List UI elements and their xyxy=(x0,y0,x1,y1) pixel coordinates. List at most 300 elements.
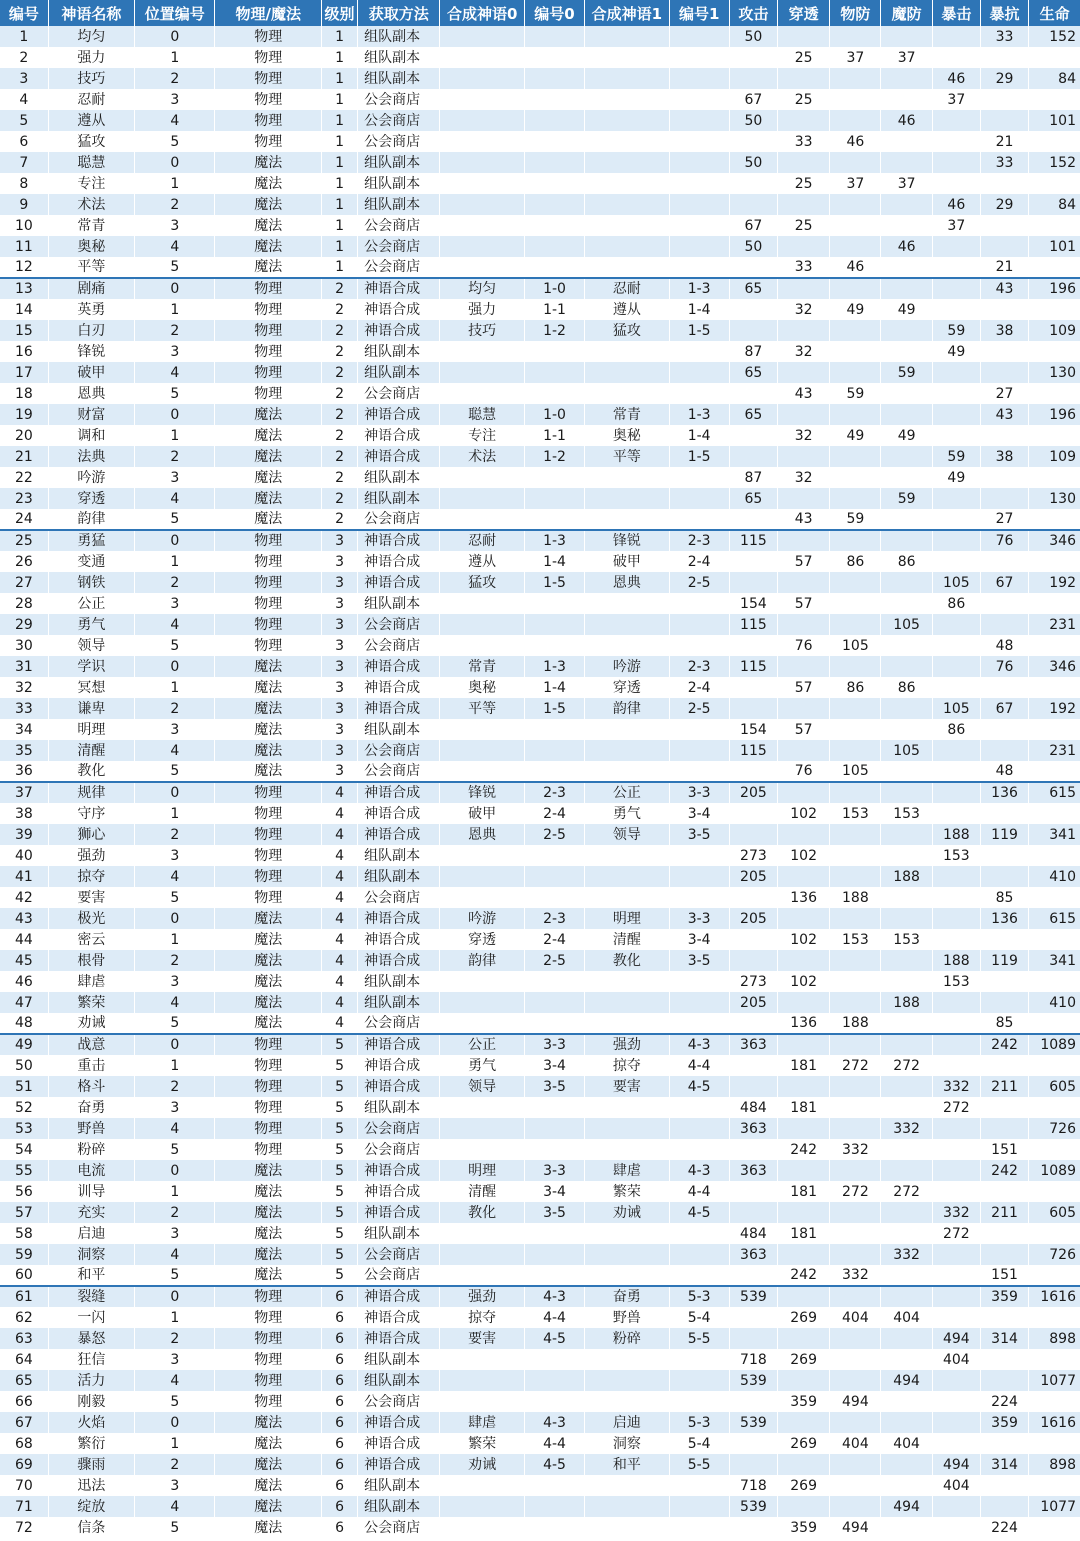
cell-hp xyxy=(1029,1433,1080,1454)
cell-code1 xyxy=(669,1496,729,1517)
cell-magic-def xyxy=(881,1202,932,1223)
cell-hp xyxy=(1029,719,1080,740)
cell-level: 1 xyxy=(321,110,357,131)
cell-penetration xyxy=(778,656,830,677)
cell-crit: 404 xyxy=(932,1475,980,1496)
cell-level: 2 xyxy=(321,278,357,299)
cell-component0: 锋锐 xyxy=(440,782,524,803)
cell-phys-def xyxy=(830,593,881,614)
cell-code1: 1-3 xyxy=(669,404,729,425)
cell-type: 物理 xyxy=(215,887,321,908)
cell-component0 xyxy=(440,614,524,635)
cell-hp xyxy=(1029,1517,1080,1538)
cell-penetration xyxy=(778,698,830,719)
cell-code1 xyxy=(669,236,729,257)
cell-magic-def xyxy=(881,1097,932,1118)
cell-component0: 破甲 xyxy=(440,803,524,824)
cell-position: 3 xyxy=(135,341,215,362)
cell-attack xyxy=(729,68,777,89)
cell-crit: 153 xyxy=(932,845,980,866)
cell-name: 迅法 xyxy=(48,1475,134,1496)
cell-position: 2 xyxy=(135,1202,215,1223)
cell-type: 魔法 xyxy=(215,1244,321,1265)
cell-name: 战意 xyxy=(48,1034,134,1055)
cell-component1: 启迪 xyxy=(585,1412,669,1433)
table-row xyxy=(0,278,1080,299)
cell-component1: 锋锐 xyxy=(585,530,669,551)
cell-id: 22 xyxy=(0,467,48,488)
cell-type: 魔法 xyxy=(215,1433,321,1454)
cell-id: 17 xyxy=(0,362,48,383)
cell-attack xyxy=(729,887,777,908)
table-row xyxy=(0,1328,1080,1349)
cell-crit xyxy=(932,47,980,68)
cell-hp xyxy=(1029,131,1080,152)
cell-component1 xyxy=(585,509,669,530)
cell-phys-def xyxy=(830,488,881,509)
cell-id: 9 xyxy=(0,194,48,215)
cell-id: 49 xyxy=(0,1034,48,1055)
cell-code1 xyxy=(669,1517,729,1538)
cell-code1 xyxy=(669,719,729,740)
cell-name: 野兽 xyxy=(48,1118,134,1139)
cell-phys-def xyxy=(830,908,881,929)
table-row xyxy=(0,530,1080,551)
cell-component0 xyxy=(440,152,524,173)
cell-hp: 1616 xyxy=(1029,1412,1080,1433)
cell-id: 24 xyxy=(0,509,48,530)
cell-penetration xyxy=(778,1202,830,1223)
cell-source: 神语合成 xyxy=(358,1160,440,1181)
cell-component1 xyxy=(585,971,669,992)
cell-id: 11 xyxy=(0,236,48,257)
cell-type: 物理 xyxy=(215,110,321,131)
cell-magic-def: 59 xyxy=(881,362,932,383)
cell-magic-def xyxy=(881,761,932,782)
table-row xyxy=(0,1433,1080,1454)
cell-magic-def xyxy=(881,1265,932,1286)
cell-code1 xyxy=(669,761,729,782)
cell-component1 xyxy=(585,467,669,488)
cell-component1: 明理 xyxy=(585,908,669,929)
cell-magic-def xyxy=(881,404,932,425)
cell-code1: 4-4 xyxy=(669,1055,729,1076)
cell-magic-def xyxy=(881,89,932,110)
cell-source: 公会商店 xyxy=(358,509,440,530)
cell-source: 公会商店 xyxy=(358,635,440,656)
cell-hp: 341 xyxy=(1029,824,1080,845)
cell-penetration xyxy=(778,404,830,425)
table-row xyxy=(0,215,1080,236)
cell-type: 魔法 xyxy=(215,908,321,929)
cell-type: 物理 xyxy=(215,551,321,572)
cell-phys-def: 332 xyxy=(830,1139,881,1160)
cell-source: 组队副本 xyxy=(358,341,440,362)
cell-crit-resist: 136 xyxy=(980,908,1028,929)
cell-id: 28 xyxy=(0,593,48,614)
cell-phys-def xyxy=(830,782,881,803)
cell-code0 xyxy=(524,1223,584,1244)
cell-crit: 37 xyxy=(932,215,980,236)
cell-component1 xyxy=(585,845,669,866)
cell-position: 5 xyxy=(135,1139,215,1160)
cell-level: 5 xyxy=(321,1181,357,1202)
cell-level: 3 xyxy=(321,740,357,761)
cell-name: 骤雨 xyxy=(48,1454,134,1475)
cell-component1 xyxy=(585,131,669,152)
cell-component0: 强力 xyxy=(440,299,524,320)
cell-penetration: 76 xyxy=(778,635,830,656)
cell-type: 魔法 xyxy=(215,698,321,719)
cell-code1: 1-3 xyxy=(669,278,729,299)
cell-name: 学识 xyxy=(48,656,134,677)
cell-phys-def: 153 xyxy=(830,803,881,824)
cell-attack xyxy=(729,425,777,446)
cell-code1 xyxy=(669,887,729,908)
cell-component0 xyxy=(440,257,524,278)
cell-crit-resist: 359 xyxy=(980,1412,1028,1433)
cell-code0 xyxy=(524,971,584,992)
cell-crit-resist xyxy=(980,677,1028,698)
cell-component1: 领导 xyxy=(585,824,669,845)
cell-component0 xyxy=(440,593,524,614)
cell-name: 训导 xyxy=(48,1181,134,1202)
cell-position: 4 xyxy=(135,488,215,509)
cell-source: 组队副本 xyxy=(358,719,440,740)
cell-name: 要害 xyxy=(48,887,134,908)
cell-attack xyxy=(729,824,777,845)
cell-attack: 273 xyxy=(729,845,777,866)
cell-attack: 484 xyxy=(729,1097,777,1118)
cell-component0: 奥秘 xyxy=(440,677,524,698)
cell-source: 神语合成 xyxy=(358,1328,440,1349)
cell-position: 4 xyxy=(135,866,215,887)
cell-level: 4 xyxy=(321,950,357,971)
cell-position: 5 xyxy=(135,1265,215,1286)
cell-name: 裂缝 xyxy=(48,1286,134,1307)
cell-component1: 要害 xyxy=(585,1076,669,1097)
cell-code1 xyxy=(669,593,729,614)
cell-crit xyxy=(932,110,980,131)
cell-position: 2 xyxy=(135,320,215,341)
cell-id: 52 xyxy=(0,1097,48,1118)
cell-name: 韵律 xyxy=(48,509,134,530)
cell-attack: 65 xyxy=(729,362,777,383)
cell-crit-resist: 29 xyxy=(980,194,1028,215)
cell-crit-resist: 151 xyxy=(980,1139,1028,1160)
cell-magic-def xyxy=(881,845,932,866)
cell-type: 魔法 xyxy=(215,992,321,1013)
cell-position: 2 xyxy=(135,194,215,215)
cell-magic-def xyxy=(881,1391,932,1412)
cell-crit-resist xyxy=(980,1307,1028,1328)
cell-crit: 332 xyxy=(932,1202,980,1223)
table-row xyxy=(0,1139,1080,1160)
cell-hp xyxy=(1029,1013,1080,1034)
cell-source: 组队副本 xyxy=(358,1097,440,1118)
cell-code1: 5-5 xyxy=(669,1328,729,1349)
cell-crit xyxy=(932,887,980,908)
cell-component1: 洞察 xyxy=(585,1433,669,1454)
cell-code1 xyxy=(669,1475,729,1496)
cell-penetration: 136 xyxy=(778,887,830,908)
header-row xyxy=(0,0,1080,26)
cell-name: 根骨 xyxy=(48,950,134,971)
cell-component0 xyxy=(440,887,524,908)
cell-crit xyxy=(932,782,980,803)
cell-hp: 192 xyxy=(1029,698,1080,719)
table-row xyxy=(0,1370,1080,1391)
table-row xyxy=(0,677,1080,698)
table-row xyxy=(0,1454,1080,1475)
cell-magic-def: 37 xyxy=(881,47,932,68)
cell-component0: 掠夺 xyxy=(440,1307,524,1328)
cell-crit-resist: 48 xyxy=(980,761,1028,782)
cell-component1: 劝诫 xyxy=(585,1202,669,1223)
cell-component0 xyxy=(440,1349,524,1370)
table-row xyxy=(0,1265,1080,1286)
cell-component0 xyxy=(440,383,524,404)
cell-code1: 5-4 xyxy=(669,1307,729,1328)
cell-hp: 192 xyxy=(1029,572,1080,593)
cell-id: 25 xyxy=(0,530,48,551)
cell-crit-resist: 21 xyxy=(980,257,1028,278)
cell-code1 xyxy=(669,194,729,215)
cell-attack xyxy=(729,320,777,341)
table-row xyxy=(0,572,1080,593)
cell-source: 神语合成 xyxy=(358,551,440,572)
cell-crit-resist: 43 xyxy=(980,278,1028,299)
cell-penetration: 242 xyxy=(778,1139,830,1160)
cell-crit xyxy=(932,1118,980,1139)
cell-component1: 常青 xyxy=(585,404,669,425)
cell-code0: 3-4 xyxy=(524,1181,584,1202)
cell-source: 公会商店 xyxy=(358,131,440,152)
cell-id: 15 xyxy=(0,320,48,341)
cell-source: 组队副本 xyxy=(358,173,440,194)
cell-name: 强力 xyxy=(48,47,134,68)
cell-type: 魔法 xyxy=(215,1475,321,1496)
cell-phys-def: 272 xyxy=(830,1055,881,1076)
cell-level: 5 xyxy=(321,1076,357,1097)
cell-level: 6 xyxy=(321,1370,357,1391)
cell-crit-resist xyxy=(980,425,1028,446)
cell-crit-resist xyxy=(980,488,1028,509)
cell-penetration: 57 xyxy=(778,719,830,740)
cell-position: 5 xyxy=(135,1517,215,1538)
cell-code1: 2-3 xyxy=(669,530,729,551)
cell-crit-resist: 211 xyxy=(980,1202,1028,1223)
table-row xyxy=(0,1202,1080,1223)
cell-code0: 4-4 xyxy=(524,1307,584,1328)
cell-code0: 2-3 xyxy=(524,782,584,803)
cell-component1 xyxy=(585,110,669,131)
cell-position: 2 xyxy=(135,950,215,971)
cell-code0 xyxy=(524,194,584,215)
table-row xyxy=(0,1118,1080,1139)
cell-phys-def xyxy=(830,614,881,635)
cell-phys-def xyxy=(830,1034,881,1055)
cell-name: 火焰 xyxy=(48,1412,134,1433)
cell-source: 神语合成 xyxy=(358,425,440,446)
cell-hp xyxy=(1029,845,1080,866)
cell-penetration: 32 xyxy=(778,467,830,488)
cell-code1 xyxy=(669,992,729,1013)
table-row xyxy=(0,1160,1080,1181)
cell-position: 1 xyxy=(135,47,215,68)
cell-hp xyxy=(1029,887,1080,908)
cell-attack xyxy=(729,1328,777,1349)
cell-attack: 205 xyxy=(729,866,777,887)
cell-type: 物理 xyxy=(215,320,321,341)
cell-crit-resist xyxy=(980,740,1028,761)
cell-phys-def: 332 xyxy=(830,1265,881,1286)
cell-crit: 494 xyxy=(932,1328,980,1349)
cell-source: 神语合成 xyxy=(358,1307,440,1328)
cell-code0: 3-4 xyxy=(524,1055,584,1076)
cell-component1 xyxy=(585,236,669,257)
cell-phys-def: 188 xyxy=(830,887,881,908)
cell-crit xyxy=(932,383,980,404)
cell-level: 5 xyxy=(321,1118,357,1139)
cell-phys-def xyxy=(830,404,881,425)
cell-name: 清醒 xyxy=(48,740,134,761)
cell-type: 物理 xyxy=(215,89,321,110)
cell-code1 xyxy=(669,1391,729,1412)
cell-penetration: 102 xyxy=(778,929,830,950)
cell-hp xyxy=(1029,551,1080,572)
cell-crit xyxy=(932,278,980,299)
cell-component1 xyxy=(585,1139,669,1160)
cell-code1 xyxy=(669,26,729,47)
cell-crit xyxy=(932,362,980,383)
table-row xyxy=(0,698,1080,719)
cell-source: 神语合成 xyxy=(358,1034,440,1055)
cell-code1 xyxy=(669,68,729,89)
cell-crit: 49 xyxy=(932,467,980,488)
cell-type: 物理 xyxy=(215,1034,321,1055)
cell-crit-resist xyxy=(980,236,1028,257)
cell-source: 神语合成 xyxy=(358,1454,440,1475)
cell-component0 xyxy=(440,215,524,236)
cell-id: 36 xyxy=(0,761,48,782)
cell-type: 魔法 xyxy=(215,425,321,446)
cell-crit xyxy=(932,1496,980,1517)
cell-attack: 65 xyxy=(729,488,777,509)
cell-code1: 5-5 xyxy=(669,1454,729,1475)
cell-position: 0 xyxy=(135,152,215,173)
cell-magic-def xyxy=(881,1139,932,1160)
table-row xyxy=(0,740,1080,761)
cell-name: 吟游 xyxy=(48,467,134,488)
table-row xyxy=(0,47,1080,68)
cell-phys-def xyxy=(830,866,881,887)
cell-component0 xyxy=(440,1244,524,1265)
cell-phys-def xyxy=(830,446,881,467)
cell-code1 xyxy=(669,1244,729,1265)
cell-type: 魔法 xyxy=(215,740,321,761)
cell-attack: 87 xyxy=(729,467,777,488)
cell-id: 68 xyxy=(0,1433,48,1454)
cell-id: 21 xyxy=(0,446,48,467)
cell-name: 劝诫 xyxy=(48,1013,134,1034)
table-row xyxy=(0,1412,1080,1433)
cell-component0 xyxy=(440,1118,524,1139)
cell-code1: 4-4 xyxy=(669,1181,729,1202)
cell-id: 29 xyxy=(0,614,48,635)
cell-crit-resist: 224 xyxy=(980,1517,1028,1538)
cell-magic-def xyxy=(881,1076,932,1097)
cell-crit-resist xyxy=(980,1223,1028,1244)
cell-crit-resist: 67 xyxy=(980,572,1028,593)
cell-level: 5 xyxy=(321,1160,357,1181)
cell-hp: 615 xyxy=(1029,908,1080,929)
cell-id: 55 xyxy=(0,1160,48,1181)
table-row xyxy=(0,131,1080,152)
cell-id: 14 xyxy=(0,299,48,320)
cell-hp: 130 xyxy=(1029,488,1080,509)
cell-code0 xyxy=(524,1517,584,1538)
cell-source: 神语合成 xyxy=(358,656,440,677)
cell-level: 1 xyxy=(321,194,357,215)
cell-id: 45 xyxy=(0,950,48,971)
cell-crit-resist xyxy=(980,803,1028,824)
cell-position: 4 xyxy=(135,1118,215,1139)
cell-attack: 205 xyxy=(729,782,777,803)
cell-position: 0 xyxy=(135,1412,215,1433)
cell-component0 xyxy=(440,1496,524,1517)
cell-name: 英勇 xyxy=(48,299,134,320)
cell-crit-resist: 224 xyxy=(980,1391,1028,1412)
cell-attack: 363 xyxy=(729,1034,777,1055)
cell-id: 72 xyxy=(0,1517,48,1538)
cell-crit: 86 xyxy=(932,593,980,614)
cell-component1: 猛攻 xyxy=(585,320,669,341)
cell-crit-resist xyxy=(980,992,1028,1013)
cell-phys-def xyxy=(830,740,881,761)
cell-name: 活力 xyxy=(48,1370,134,1391)
cell-crit-resist xyxy=(980,1496,1028,1517)
cell-phys-def xyxy=(830,26,881,47)
cell-attack: 154 xyxy=(729,593,777,614)
cell-crit: 404 xyxy=(932,1349,980,1370)
cell-component1 xyxy=(585,1118,669,1139)
cell-penetration: 269 xyxy=(778,1433,830,1454)
cell-level: 5 xyxy=(321,1097,357,1118)
cell-attack: 87 xyxy=(729,341,777,362)
table-row xyxy=(0,719,1080,740)
cell-type: 物理 xyxy=(215,593,321,614)
cell-code0: 1-0 xyxy=(524,278,584,299)
cell-type: 魔法 xyxy=(215,1412,321,1433)
cell-attack: 115 xyxy=(729,656,777,677)
cell-hp xyxy=(1029,761,1080,782)
cell-phys-def xyxy=(830,1160,881,1181)
cell-magic-def xyxy=(881,509,932,530)
cell-name: 遵从 xyxy=(48,110,134,131)
cell-hp: 1616 xyxy=(1029,1286,1080,1307)
cell-code1 xyxy=(669,1223,729,1244)
cell-position: 2 xyxy=(135,572,215,593)
cell-id: 63 xyxy=(0,1328,48,1349)
cell-id: 12 xyxy=(0,257,48,278)
cell-phys-def xyxy=(830,1328,881,1349)
table-row xyxy=(0,446,1080,467)
cell-hp xyxy=(1029,677,1080,698)
cell-attack: 363 xyxy=(729,1244,777,1265)
cell-component0: 专注 xyxy=(440,425,524,446)
cell-component1: 忍耐 xyxy=(585,278,669,299)
